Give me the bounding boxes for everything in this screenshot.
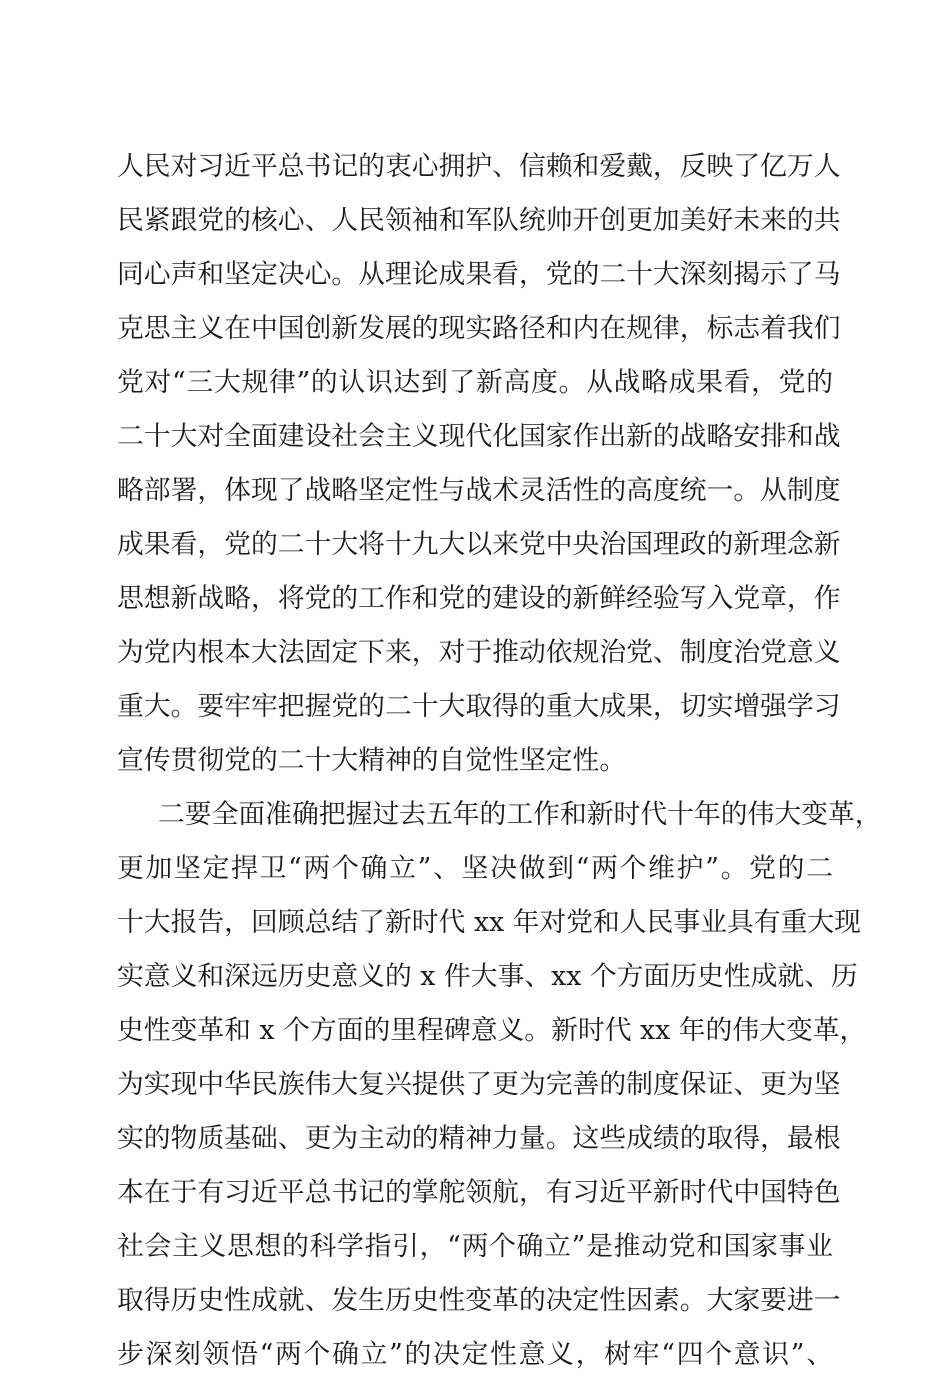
text-line: 实的物质基础、更为主动的精神力量。这些成绩的取得，最根 — [117, 1123, 841, 1154]
text-line: 更加坚定捍卫“两个确立”、坚决做到“两个维护”。党的二 — [117, 853, 833, 884]
text-line: 二十大对全面建设社会主义现代化国家作出新的战略安排和战 — [117, 421, 841, 452]
text-line: 党对“三大规律”的认识达到了新高度。从战略成果看，党的 — [117, 367, 833, 398]
text-line: 成果看，党的二十大将十九大以来党中央治国理政的新理念新 — [117, 529, 841, 560]
text-line: 重大。要牢牢把握党的二十大取得的重大成果，切实增强学习 — [117, 691, 841, 722]
text-line: 步深刻领悟“两个确立”的决定性意义，树牢“四个意识”、 — [117, 1339, 833, 1370]
paragraph-start-line: 二要全面准确把握过去五年的工作和新时代十年的伟大变革， — [158, 799, 882, 830]
text-line: 为实现中华民族伟大复兴提供了更为完善的制度保证、更为坚 — [117, 1069, 841, 1100]
text-line: 同心声和坚定决心。从理论成果看，党的二十大深刻揭示了马 — [117, 259, 841, 290]
text-line: 人民对习近平总书记的衷心拥护、信赖和爱戴，反映了亿万人 — [117, 151, 841, 182]
text-line: 取得历史性成就、发生历史性变革的决定性因素。大家要进一 — [117, 1285, 841, 1316]
text-line: 史性变革和 x 个方面的里程碑意义。新时代 xx 年的伟大变革， — [117, 1015, 867, 1046]
text-line: 本在于有习近平总书记的掌舵领航，有习近平新时代中国特色 — [117, 1177, 841, 1208]
text-line: 十大报告，回顾总结了新时代 xx 年对党和人民事业具有重大现 — [117, 907, 861, 938]
body-text — [117, 140, 882, 1382]
text-line: 民紧跟党的核心、人民领袖和军队统帅开创更加美好未来的共 — [117, 205, 841, 236]
text-line: 社会主义思想的科学指引，“两个确立”是推动党和国家事业 — [117, 1231, 833, 1262]
text-line: 为党内根本大法固定下来，对于推动依规治党、制度治党意义 — [117, 637, 841, 668]
text-line: 宣传贯彻党的二十大精神的自觉性坚定性。 — [117, 745, 627, 776]
text-line: 实意义和深远历史意义的 x 件大事、xx 个方面历史性成就、历 — [117, 961, 858, 992]
text-line: 克思主义在中国创新发展的现实路径和内在规律，标志着我们 — [117, 313, 841, 344]
text-line: 思想新战略，将党的工作和党的建设的新鲜经验写入党章，作 — [117, 583, 841, 614]
text-line: 略部署，体现了战略坚定性与战术灵活性的高度统一。从制度 — [117, 475, 841, 506]
